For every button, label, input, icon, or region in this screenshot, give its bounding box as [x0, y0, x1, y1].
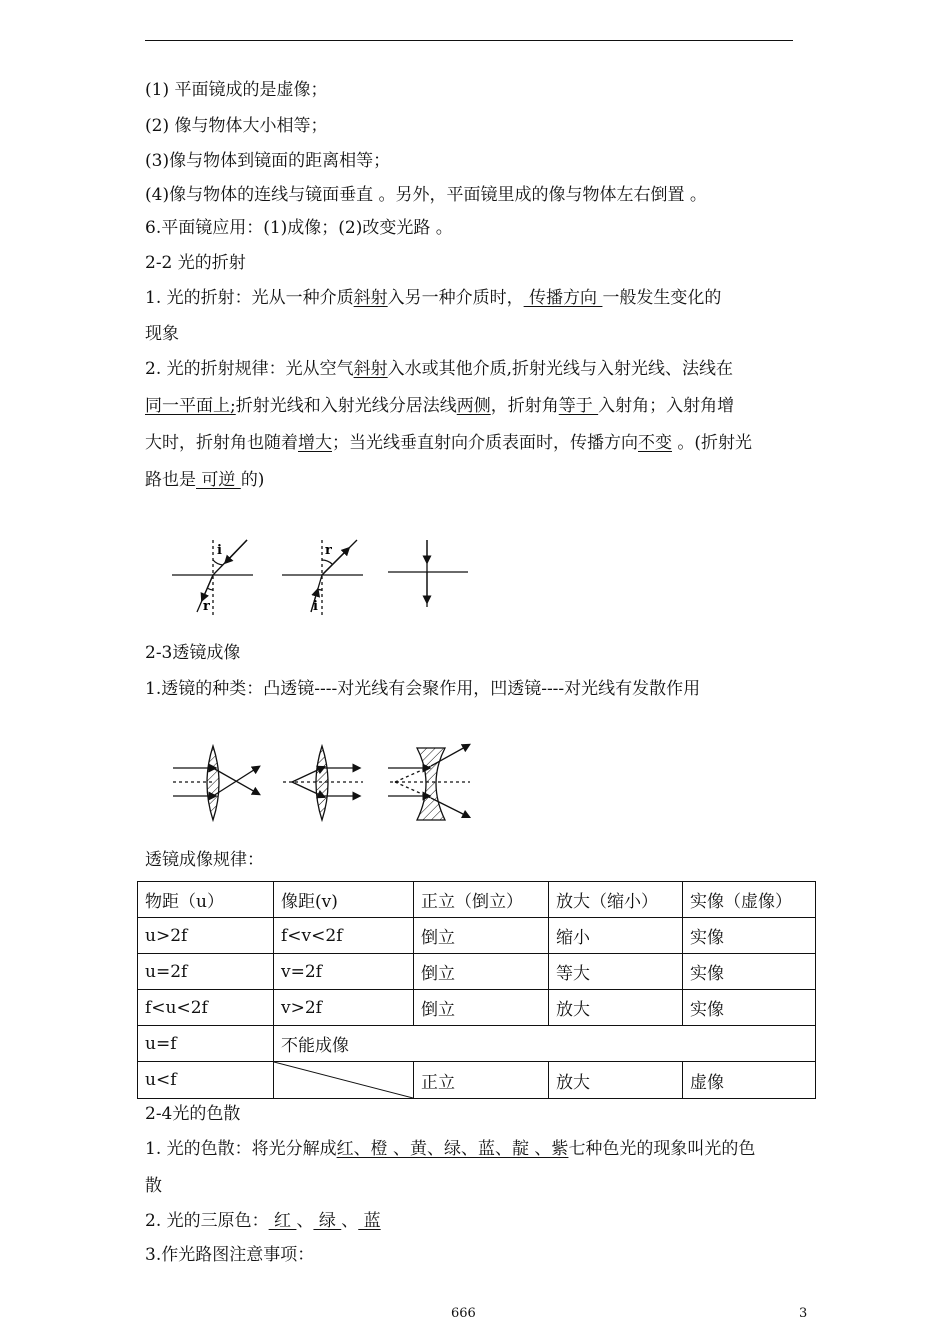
convex-lens-parallel [173, 746, 257, 820]
paragraph-line: 大时，折射角也随着增大；当光线垂直射向介质表面时，传播方向不变 。(折射光 [145, 433, 753, 453]
angle-label-i: i [217, 543, 222, 558]
table-cell: 不能成像 [274, 1026, 816, 1062]
table-cell: 倒立 [414, 954, 549, 990]
table-cell: 虚像 [683, 1062, 816, 1099]
angle-label-r: r [203, 599, 210, 614]
footer-center: 666 [451, 1306, 476, 1321]
table-header-cell: 实像（虚像） [683, 882, 816, 918]
table-header-cell: 正立（倒立） [414, 882, 549, 918]
paragraph-line: 1. 光的折射：光从一种介质斜射入另一种介质时， 传播方向 一般发生变化的 [145, 288, 722, 308]
table-cell: 实像 [683, 990, 816, 1026]
table-cell: u>2f [138, 918, 274, 954]
paragraph-line: 2. 光的三原色： 红 、 绿 、 蓝 [145, 1211, 381, 1231]
concave-lens-diverging [388, 746, 470, 820]
section-heading: 2-4光的色散 [145, 1104, 241, 1124]
table-cell: u=f [138, 1026, 274, 1062]
refraction-perpendicular [388, 540, 468, 607]
table-row [138, 954, 816, 990]
lens-diagrams [165, 738, 485, 828]
paragraph-line: 1. 光的色散：将光分解成红、橙 、黄、绿、蓝、靛 、紫七种色光的现象叫光的色 [145, 1139, 756, 1159]
text-line: (4)像与物体的连线与镜面垂直 。另外，平面镜里成的像与物体左右倒置 。 [145, 185, 707, 205]
table-cell: u<f [138, 1062, 274, 1099]
section-heading: 2-2 光的折射 [145, 253, 246, 273]
table-cell: 缩小 [549, 918, 683, 954]
text-line: (3)像与物体到镜面的距离相等； [145, 151, 391, 171]
header-rule [145, 40, 793, 41]
text-line: (1) 平面镜成的是虚像； [145, 80, 328, 100]
paragraph-line: 1.透镜的种类：凸透镜----对光线有会聚作用，凹透镜----对光线有发散作用 [145, 679, 701, 699]
table-header-cell: 放大（缩小） [549, 882, 683, 918]
page-number: 3 [799, 1306, 808, 1321]
diagonal-line [274, 1062, 413, 1098]
table-row [138, 918, 816, 954]
refraction-air-to-medium [172, 540, 253, 617]
table-cell: f<v<2f [274, 918, 414, 954]
table-cell: 倒立 [414, 990, 549, 1026]
table-cell-diagonal [274, 1062, 414, 1099]
table-cell: v=2f [274, 954, 414, 990]
table-cell: 实像 [683, 954, 816, 990]
table-row [138, 990, 816, 1026]
table-cell: 倒立 [414, 918, 549, 954]
table-header-cell: 物距（u） [138, 882, 274, 918]
section-heading: 透镜成像规律： [145, 850, 264, 870]
text-line: 6.平面镜应用：(1)成像；(2)改变光路 。 [145, 218, 453, 238]
table-cell: 实像 [683, 918, 816, 954]
lens-imaging-table [137, 881, 816, 1099]
table-cell: 放大 [549, 990, 683, 1026]
table-cell: u=2f [138, 954, 274, 990]
table-cell: 放大 [549, 1062, 683, 1099]
convex-lens-focus [283, 746, 363, 820]
angle-label-i: i [313, 599, 318, 614]
table-cell: 正立 [414, 1062, 549, 1099]
paragraph-line: 2. 光的折射规律：光从空气斜射入水或其他介质,折射光线与入射光线、法线在 [145, 359, 734, 379]
table-cell: f<u<2f [138, 990, 274, 1026]
table-row [138, 1026, 816, 1062]
table-header-row [138, 882, 816, 918]
refraction-diagrams [165, 532, 485, 622]
paragraph-line: 3.作光路图注意事项： [145, 1245, 315, 1265]
table-cell: v>2f [274, 990, 414, 1026]
text-line: (2) 像与物体大小相等； [145, 116, 328, 136]
paragraph-line: 路也是 可逆 的) [145, 470, 265, 490]
table-row [138, 1062, 816, 1099]
table-header-cell: 像距(v) [274, 882, 414, 918]
table-cell: 等大 [549, 954, 683, 990]
paragraph-line: 同一平面上;折射光线和入射光线分居法线两侧，折射角等于 入射角；入射角增 [145, 396, 735, 416]
refraction-medium-to-air [282, 540, 363, 617]
paragraph-line: 现象 [145, 324, 179, 344]
angle-label-r: r [325, 543, 332, 558]
paragraph-line: 散 [145, 1176, 162, 1196]
section-heading: 2-3透镜成像 [145, 643, 241, 663]
